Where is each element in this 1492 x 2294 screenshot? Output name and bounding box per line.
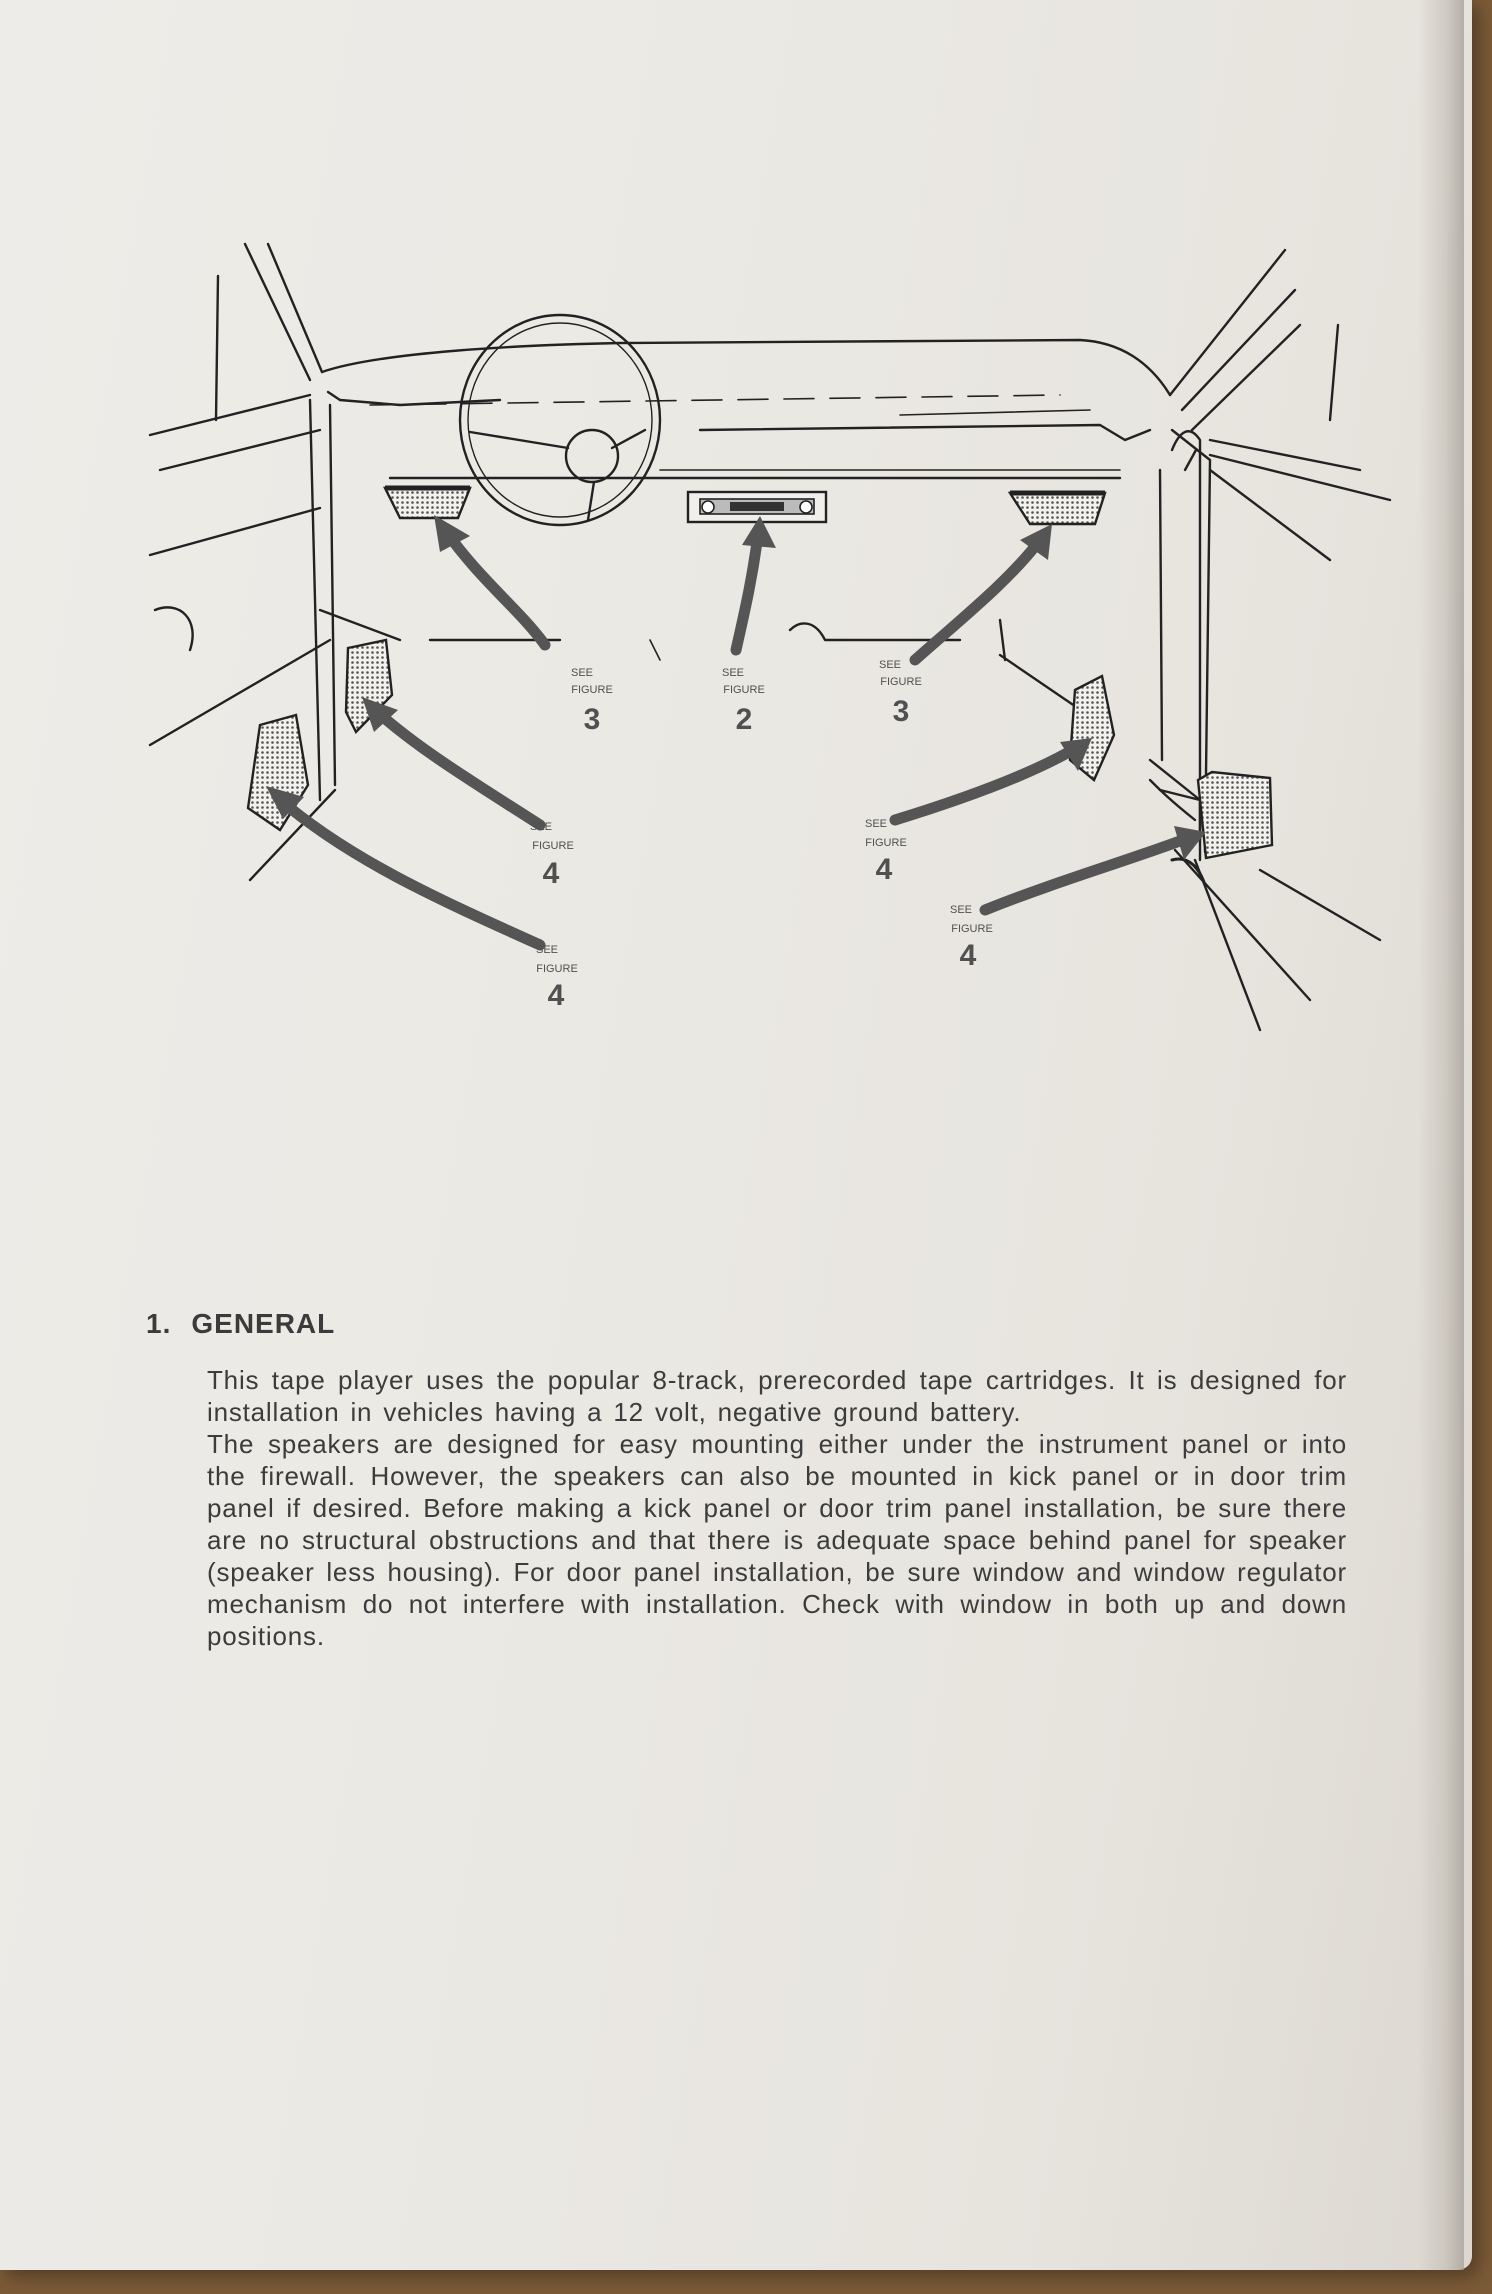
callout-see-figure-4-left-lower: [536, 944, 578, 1012]
callout-see-figure-4-left-upper: [530, 821, 574, 890]
callout-figure: FIGURE: [880, 676, 922, 688]
callout-figure: FIGURE: [865, 837, 907, 849]
car-line-art: [150, 244, 1390, 1030]
speaker-door-panel-right: [1198, 772, 1272, 858]
callout-see: SEE: [535, 944, 559, 956]
section-number: 1.: [146, 1308, 172, 1339]
section-title: GENERAL: [191, 1308, 336, 1339]
callout-figure: FIGURE: [571, 684, 613, 696]
callout-number: 4: [547, 979, 565, 1012]
page-fold-shadow: [1418, 0, 1464, 2270]
callout-number: 4: [542, 857, 560, 890]
paragraph-intro: This tape player uses the popular 8-track, prerecorded tape cartridges. It is designed for installation in vehicles having a 12 volt, negative ground battery.: [207, 1365, 1347, 1427]
paragraph-speakers: The speakers are designed for easy mounting either under the instrument panel or into the firewall. However, the speakers can also be mounted in kick panel or in door trim panel if desired. Before making a kick panel or door trim panel installation, be sure there are no structural obstructions and that there is adequate space behind panel for speaker (speaker less housing). For door panel installation, be sure window and window regulator mechanism do not interfere with installation. Check with window in both up and down positions.: [207, 1429, 1347, 1651]
callout-number: 3: [892, 695, 910, 728]
callout-number: 2: [735, 703, 753, 736]
callout-see: SEE: [864, 818, 888, 830]
callout-see-figure-4-right-upper: [865, 818, 907, 886]
callout-number: 4: [959, 939, 977, 972]
callout-figure: FIGURE: [723, 684, 765, 696]
speaker-under-dash-left: [385, 488, 470, 518]
callout-figure: FIGURE: [536, 963, 578, 975]
callout-see: SEE: [878, 659, 902, 671]
callout-see-figure-2: [722, 667, 765, 736]
callout-see: SEE: [529, 821, 553, 833]
speaker-under-dash-right: [1010, 493, 1105, 524]
callout-see: SEE: [721, 667, 745, 679]
callout-figure: FIGURE: [532, 840, 574, 852]
tape-player-unit: [688, 492, 826, 522]
car-interior-diagram: [140, 230, 1400, 1060]
callout-number: 3: [583, 703, 601, 736]
callout-figure: FIGURE: [951, 923, 993, 935]
callout-see-figure-3-right: [879, 659, 922, 728]
section-body: [207, 1364, 1347, 1652]
callout-see: SEE: [570, 667, 594, 679]
section-heading: [146, 1308, 335, 1340]
callout-see: SEE: [949, 904, 973, 916]
callout-see-figure-3-left: [571, 667, 613, 736]
callout-number: 4: [875, 853, 893, 886]
